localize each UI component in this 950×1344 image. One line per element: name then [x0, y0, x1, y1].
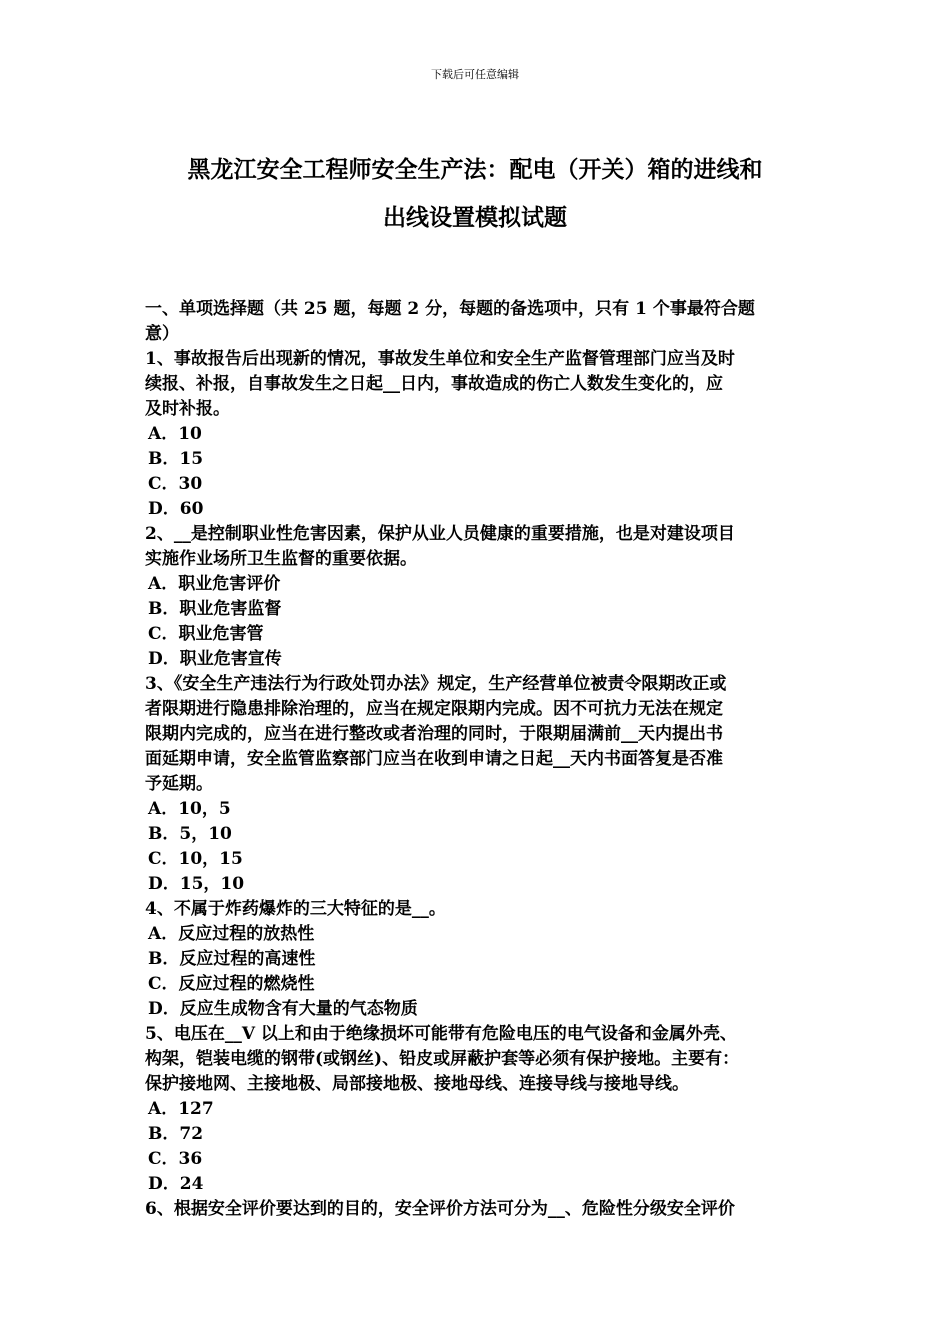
answer-option: D．24: [148, 1174, 204, 1194]
question-stem-line: 构架，铠装电缆的钢带(或钢丝)、铅皮或屏蔽护套等必须有保护接地。主要有：: [145, 1049, 740, 1069]
answer-option: C．反应过程的燃烧性: [148, 974, 315, 994]
question-item: [145, 672, 815, 897]
answer-option: B．5，10: [148, 824, 232, 844]
question-item: [145, 1197, 815, 1222]
header-note: 下载后可任意编辑: [431, 68, 519, 81]
document-title: [100, 146, 850, 242]
question-list: [145, 347, 815, 1222]
section-heading-line: 一、单项选择题（共 25 题，每题 2 分，每题的备选项中，只有 1 个事最符合题: [145, 299, 755, 319]
question-stem-line: 实施作业场所卫生监督的重要依据。: [145, 549, 417, 569]
answer-option: C．30: [148, 474, 203, 494]
answer-option: D．15，10: [148, 874, 245, 894]
answer-option: A．127: [148, 1099, 214, 1119]
answer-option: A．反应过程的放热性: [148, 924, 315, 944]
answer-option: A．10，5: [148, 799, 231, 819]
answer-option: B．72: [148, 1124, 204, 1144]
question-stem-line: 2、__是控制职业性危害因素，保护从业人员健康的重要措施，也是对建设项目: [145, 524, 735, 544]
question-stem-line: 5、电压在__V 以上和由于绝缘损坏可能带有危险电压的电气设备和金属外壳、: [145, 1024, 737, 1044]
question-stem-line: 限期内完成的，应当在进行整改或者治理的同时，于限期届满前__天内提出书: [145, 724, 723, 744]
answer-option: B．15: [148, 449, 204, 469]
answer-option: B．职业危害监督: [148, 599, 282, 619]
section-heading: [145, 297, 815, 347]
question-stem-line: 予延期。: [145, 774, 213, 794]
title-line-2: 出线设置模拟试题: [383, 204, 567, 231]
question-item: [145, 347, 815, 522]
question-item: [145, 897, 815, 1022]
question-item: [145, 1022, 815, 1197]
section-heading-line: 意）: [145, 324, 179, 344]
title-line-1: 黑龙江安全工程师安全生产法：配电（开关）箱的进线和: [187, 156, 763, 183]
answer-option: A．10: [148, 424, 202, 444]
answer-option: D．60: [148, 499, 204, 519]
question-stem-line: 3、《安全生产违法行为行政处罚办法》规定，生产经营单位被责令限期改正或: [145, 674, 727, 694]
question-stem-line: 及时补报。: [145, 399, 230, 419]
answer-option: C．职业危害管: [148, 624, 264, 644]
answer-option: A．职业危害评价: [148, 574, 281, 594]
question-stem-line: 面延期申请，安全监管监察部门应当在收到申请之日起__天内书面答复是否准: [145, 749, 723, 769]
answer-option: C．36: [148, 1149, 203, 1169]
question-stem-line: 1、事故报告后出现新的情况，事故发生单位和安全生产监督管理部门应当及时: [145, 349, 735, 369]
question-item: [145, 522, 815, 672]
answer-option: D．职业危害宣传: [148, 649, 282, 669]
question-stem-line: 4、不属于炸药爆炸的三大特征的是__。: [145, 899, 446, 919]
question-stem-line: 保护接地网、主接地极、局部接地极、接地母线、连接导线与接地导线。: [145, 1074, 689, 1094]
question-stem-line: 6、根据安全评价要达到的目的，安全评价方法可分为__、危险性分级安全评价: [145, 1199, 735, 1219]
question-stem-line: 续报、补报，自事故发生之日起__日内，事故造成的伤亡人数发生变化的，应: [145, 374, 723, 394]
document-body: [145, 297, 815, 1222]
question-stem-line: 者限期进行隐患排除治理的，应当在规定限期内完成。因不可抗力无法在规定: [145, 699, 723, 719]
answer-option: D．反应生成物含有大量的气态物质: [148, 999, 418, 1019]
answer-option: C．10，15: [148, 849, 243, 869]
answer-option: B．反应过程的高速性: [148, 949, 316, 969]
